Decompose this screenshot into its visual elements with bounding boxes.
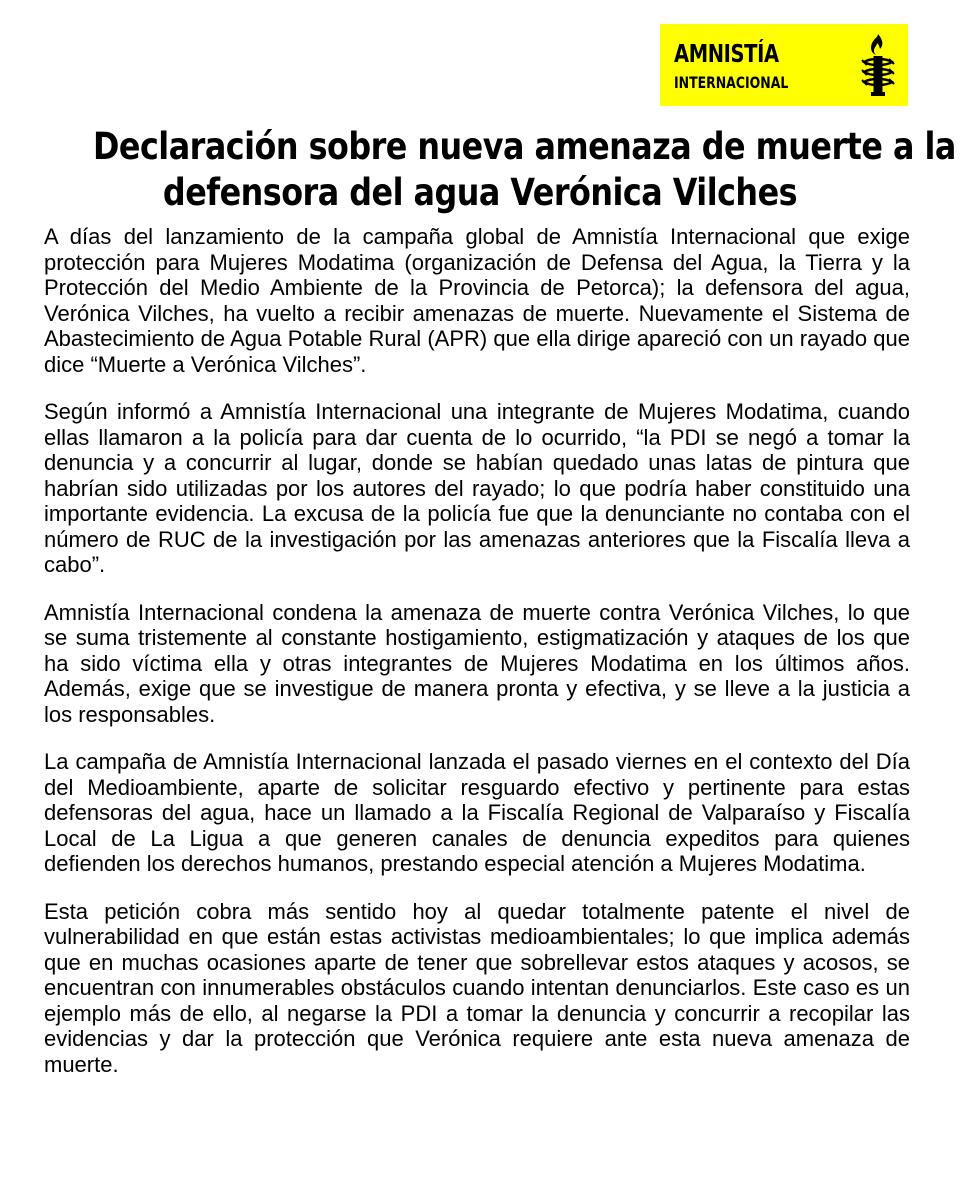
page-title [30,124,956,216]
paragraph: Esta petición cobra más sentido hoy al quedar totalmente patente el nivel de vulnerabilidad en que están estas activistas medioambientales; lo que implica además que en muchas ocasiones aparte de tener que sobrellevar estos ataques y acosos, se encuentran con innumerables obstáculos cuando intentan denunciarlos. Este caso es un ejemplo más de ello, al negarse la PDI a tomar la denuncia y concurrir a recopilar las evidencias y dar la protección que Verónica requiere ante esta nueva amenaza de muerte. [44,898,910,1077]
candle-barbed-wire-icon [856,32,900,100]
title-line-1: Declaración sobre nueva amenaza de muerte a la [93,125,956,168]
paragraph: Amnistía Internacional condena la amenaza de muerte contra Verónica Vilches, lo que se suma tristemente al constante hostigamiento, estigmatización y ataques de los que ha sido víctima ella y otras integrantes de Mujeres Modatima en los últimos años. Además, exige que se investigue de manera pronta y efectiva, y se lleve a la justicia a los responsables. [44,599,910,727]
paragraph: Según informó a Amnistía Internacional una integrante de Mujeres Modatima, cuando ellas llamaron a la policía para dar cuenta de lo ocurrido, “la PDI se negó a tomar la denuncia y a concurrir al lugar, donde se habían quedado unas latas de pintura que habrían sido utilizadas por los autores del rayado; lo que podría haber constituido una importante evidencia. La excusa de la policía fue que la denunciante no contaba con el número de RUC de la investigación por las amenazas anteriores que la Fiscalía lleva a cabo”. [44,399,910,577]
logo-text-internacional: INTERNACIONAL [674,73,789,92]
title-line-2: defensora del agua Verónica Vilches [162,171,798,214]
paragraph: La campaña de Amnistía Internacional lanzada el pasado viernes en el contexto del Día del Medioambiente, aparte de solicitar resguardo efectivo y pertinente para estas defensoras del agua, hace un llamado a la Fiscalía Regional de Valparaíso y Fiscalía Local de La Ligua a que generen canales de denuncia expeditos para quienes defienden los derechos humanos, prestando especial atención a Mujeres Modatima. [44,749,910,876]
article-body [44,224,910,1099]
amnesty-logo [660,24,908,106]
logo-text-amnistia: AMNISTÍA [674,39,779,68]
paragraph: A días del lanzamiento de la campaña global de Amnistía Internacional que exige protección para Mujeres Modatima (organización de Defensa del Agua, la Tierra y la Protección del Medio Ambiente de la Provincia de Petorca); la defensora del agua, Verónica Vilches, ha vuelto a recibir amenazas de muerte. Nuevamente el Sistema de Abastecimiento de Agua Potable Rural (APR) que ella dirige apareció con un rayado que dice “Muerte a Verónica Vilches”. [44,224,910,377]
